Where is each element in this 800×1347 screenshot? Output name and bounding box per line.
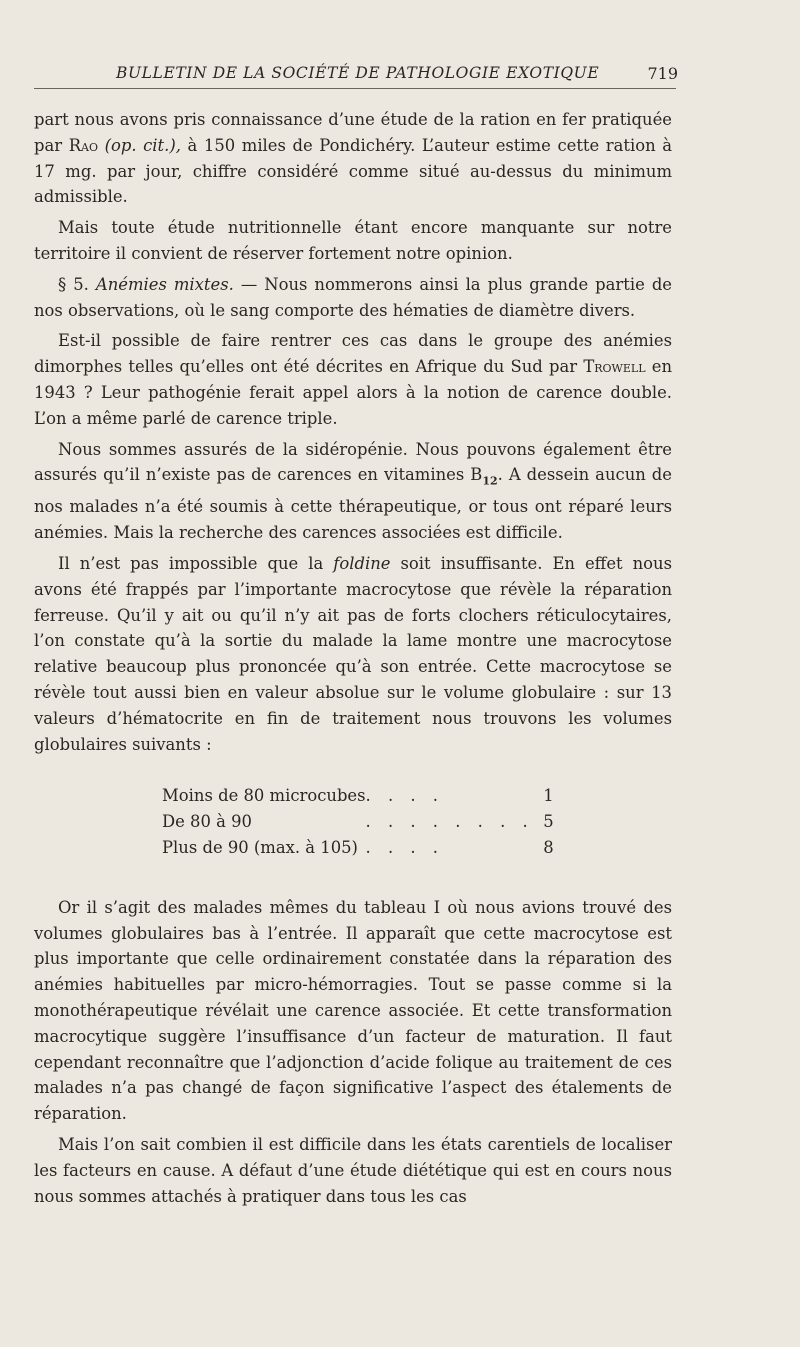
paragraph-6 <box>34 551 672 757</box>
paragraph-4 <box>34 328 672 431</box>
leader-dots: . . . . <box>365 838 445 857</box>
text-run: en 1943 ? Leur pathogénie ferait appel alors à la notion de carence double. L’on a même parlé de carence triple. <box>34 357 672 428</box>
paragraph-7: Or il s’agit des malades mêmes du tableau I où nous avions trouvé des volumes globulaires bas à l’entrée. Il apparaît que cette macrocytose est plus importante que celle ordinairement constatée dans la réparation des anémies habituelles par micro-hémorragies. Tout se passe comme si la monothérapeutique révélait une carence associée. Et cette transformation macrocytique suggère l’insuffisance d’un facteur de maturation. Il faut cependant reconnaître que l’adjonction d’acide folique au traitement de ces malades n’a pas changé de façon significative l’aspect des étalements de réparation. <box>34 897 672 1124</box>
paragraph-8: Mais l’on sait combien il est difficile dans les états carentiels de localiser les facteurs en cause. A défaut d’une étude diététique qui est en cours nous nous sommes attachés à pratiquer dans tous les cas <box>34 1134 672 1206</box>
globular-volume-table <box>162 783 554 860</box>
leader-dots: . . . . . . . . <box>365 812 534 832</box>
text-run: part nous avons pris connaissance d’une étude de la ration en fer pratiquée par <box>34 110 672 155</box>
text-run: — Nous nommerons ainsi la plus grande partie de nos observations, où le sang comporte des hématies de diamètre divers. <box>34 274 673 320</box>
table-row <box>162 835 554 861</box>
row-count: 8 <box>543 838 554 857</box>
leader-dots: . . . . <box>365 786 445 806</box>
paragraph-1 <box>34 107 672 210</box>
page-number: 719 <box>647 64 678 83</box>
section-title: Anémies mixtes. <box>95 274 234 294</box>
text-run: Nous sommes assurés de la sidéropénie. Nous pouvons également être assurés qu’il n’existe pas de carences en vitamines B <box>34 439 672 485</box>
row-label: De 80 à 90 <box>162 812 252 832</box>
section-number: § 5. <box>58 274 96 294</box>
paragraph-3 <box>34 272 672 324</box>
running-header <box>34 60 676 89</box>
row-label: Moins de 80 microcubes <box>162 786 366 806</box>
text-run: . A dessein aucun de nos malades n’a été soumis à cette thérapeutique, or tous ont réparé leurs anémies. Mais la recherche des carences associées est difficile. <box>34 465 672 543</box>
paragraph-5 <box>34 437 672 546</box>
paragraph-2: Mais toute étude nutritionnelle étant encore manquante sur notre territoire il convient de réserver fortement notre opinion. <box>34 218 672 263</box>
row-label: Plus de 90 (max. à 105) <box>162 838 358 857</box>
subscript: 12 <box>482 474 498 488</box>
citation: (op. cit.), <box>98 135 181 155</box>
running-title: BULLETIN DE LA SOCIÉTÉ DE PATHOLOGIE EXOTIQUE <box>116 64 600 82</box>
author-trowell: Trowell <box>583 357 646 377</box>
table-row <box>162 809 554 835</box>
text-run: soit insuffisante. En effet nous avons été frappés par l’importante macrocytose que révèle la réparation ferreuse. Qu’il y ait ou qu’il n’y ait pas de forts clochers réticulocytaires, l’on constate qu’à la sortie du malade la lame montre une macrocytose relative beaucoup plus prononcée qu’à son entrée. Cette macrocytose se révèle tout aussi bien en valeur absolue sur le volume globulaire : sur 13 valeurs d’hématocrite en fin de traitement nous trouvons les volumes globulaires suivants : <box>34 554 673 754</box>
text-run: à 150 miles de Pondichéry. L’auteur estime cette ration à 17 mg. par jour, chiffre considéré comme situé au-dessus du minimum admissible. <box>34 135 673 207</box>
author-rao: Rao <box>68 135 98 155</box>
row-count: 5 <box>543 812 554 832</box>
text-run: Est-il possible de faire rentrer ces cas dans le groupe des anémies dimorphes telles qu’elles ont été décrites en Afrique du Sud par <box>34 331 672 377</box>
foldine-term: foldine <box>333 554 391 574</box>
text-run: Il n’est pas impossible que la <box>58 554 334 574</box>
body-text <box>34 107 672 1214</box>
row-count: 1 <box>543 786 554 806</box>
table-row <box>162 783 554 809</box>
